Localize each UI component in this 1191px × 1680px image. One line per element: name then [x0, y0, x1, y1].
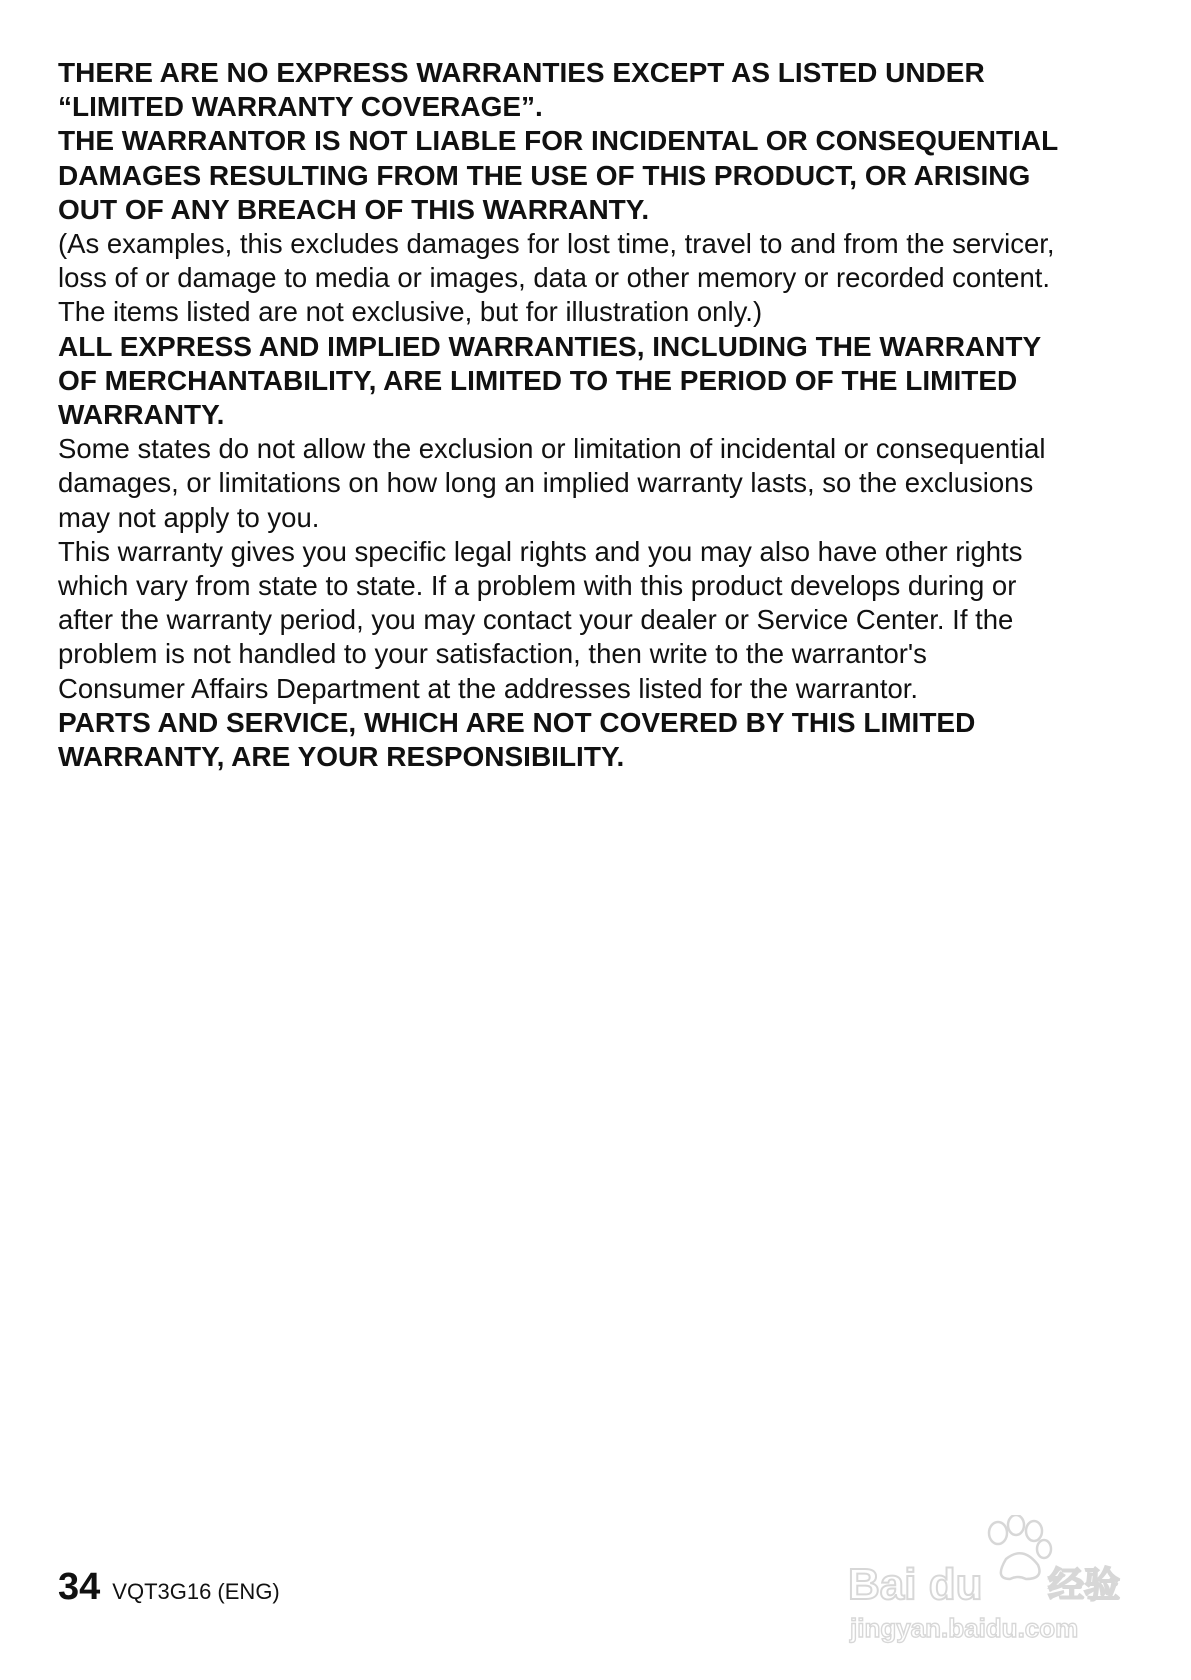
- warrantor-not-liable-paragraph: THE WARRANTOR IS NOT LIABLE FOR INCIDENTAL OR CONSEQUENTIAL DAMAGES RESULTING FROM THE USE OF THIS PRODUCT, OR ARISING OUT OF ANY BREACH OF THIS WARRANTY.: [58, 125, 1059, 225]
- document-code: VQT3G16 (ENG): [112, 1579, 280, 1604]
- legal-rights-paragraph: This warranty gives you specific legal rights and you may also have other rights which vary from state to state. If a problem with this product develops during or after the warranty period, you may contact your dealer or Service Center. If the problem is not handled to your satisfaction, then write to the warrantor's Consumer Affairs Department at the addresses listed for the warrantor.: [58, 535, 1023, 704]
- warranty-text-block: [58, 56, 1148, 774]
- baidu-jingyan-watermark: [848, 1515, 1128, 1645]
- page-number: 34: [58, 1566, 101, 1608]
- no-express-warranties-paragraph: THERE ARE NO EXPRESS WARRANTIES EXCEPT AS LISTED UNDER “LIMITED WARRANTY COVERAGE”.: [58, 57, 985, 123]
- watermark-cn-text: 经验: [1048, 1565, 1121, 1606]
- page-footer: [58, 1566, 280, 1609]
- implied-warranties-paragraph: ALL EXPRESS AND IMPLIED WARRANTIES, INCLUDING THE WARRANTY OF MERCHANTABILITY, ARE LIMITED TO THE PERIOD OF THE LIMITED WARRANTY.: [58, 330, 1042, 431]
- watermark-brand: Bai du: [848, 1560, 983, 1609]
- examples-paragraph: (As examples, this excludes damages for lost time, travel to and from the servicer, loss of or damage to media or images, data or other memory or recorded content. The items listed are not exclusive, but for illustration only.): [58, 228, 1055, 328]
- watermark-url: jingyan.baidu.com: [850, 1613, 1079, 1643]
- state-exclusions-paragraph: Some states do not allow the exclusion or limitation of incidental or consequential damages, or limitations on how long an implied warranty lasts, so the exclusions may not apply to you.: [58, 433, 1046, 533]
- parts-and-service-paragraph: PARTS AND SERVICE, WHICH ARE NOT COVERED BY THIS LIMITED WARRANTY, ARE YOUR RESPONSIBILITY.: [58, 706, 976, 773]
